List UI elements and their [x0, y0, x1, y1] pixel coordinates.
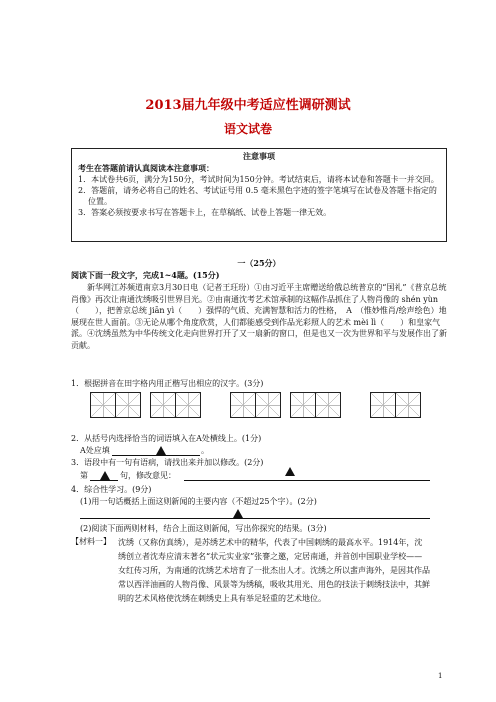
grid-cell[interactable]: [255, 392, 281, 418]
answer-marker-icon: [100, 471, 110, 480]
q3-sentence-line[interactable]: [90, 480, 118, 481]
notice-item: 3．答案必须按要求书写在答题卡上，在草稿纸、试卷上答题一律无效。: [78, 208, 332, 217]
question-4-1: (1)用一句话概括上面这则新闻的主要内容（不超过25个字）。(2分): [80, 497, 317, 506]
q2-answer-label: A处应填: [80, 446, 110, 455]
grid-cell[interactable]: [90, 392, 116, 418]
grid-cell[interactable]: [290, 392, 316, 418]
section-heading: 一（25分）: [237, 258, 281, 268]
q3-answer-line[interactable]: [184, 480, 430, 481]
grid-cell[interactable]: [175, 392, 201, 418]
q4-1-answer-line[interactable]: [80, 518, 430, 519]
exam-title: 2013届九年级中考适应性调研测试: [145, 98, 351, 113]
q2-answer-line[interactable]: [112, 455, 200, 456]
question-4-2: (2)阅读下面两则材料，结合上面这则新闻，写出你探究的结果。(3分): [80, 524, 327, 533]
notice-heading: 注意事项: [243, 151, 275, 161]
q3-label-a: 第: [80, 471, 88, 480]
q3-label-b: 句，修改意见：: [120, 471, 176, 480]
answer-marker-icon: [156, 446, 166, 455]
q2-answer-end: 。: [201, 446, 209, 455]
notice-item: 1．本试卷共6页，满分为150分，考试时间为150分钟。考试结束后，请将本试卷和答题卡一并交回。: [78, 175, 439, 184]
material-1-text: 沈绣（又称仿真绣），是苏绣艺术中的精华，代表了中国刺绣的最高水平。1914年，沈绣创立者沈寿应清末著名“状元实业家”张謇之邀，定居南通，并首创中国职业学校——女红传习所，为南通的沈绣艺术培育了一批杰出人才。沈绣之所以蜚声海外，是因其作品常以西洋油画的人物肖像、风景等为绣稿，吸收其用光、用色的技法于刺绣技法中，其鲜明的艺术风格使沈绣在刺绣史上具有举足轻重的艺术地位。: [118, 538, 430, 603]
answer-grid: [90, 392, 430, 418]
grid-cell[interactable]: [315, 392, 341, 418]
passage-text: 新华网江苏频道南京3月30日电（记者王玨玢）①由习近平主席赠送给俄总统普京的“国礼”《普京总统肖像》再次让南通沈绣吸引世界目光。②由南通沈考艺术馆承制的这幅作品抓住了人物肖像的 shén yùn（ ），把普京总统 jiān yì（ ）强悍的气质、充满智慧和活力的性格， A （惟妙惟肖/绘声绘色）地展现在世人面前。③无论从哪个角度欣赏，人们都能感受到作品光彩照人的艺术 mèi lì（ ）和皇家气派。④沈绣虽然为中华传统文化走向世界打开了又一扇新的窗口，但是也又一次为世界和平与发展作出了新贡献。: [71, 283, 447, 350]
grid-cell[interactable]: [230, 392, 256, 418]
material-label: 【材料一】: [71, 537, 111, 546]
answer-marker-icon: [285, 467, 295, 476]
question-3: 3．语段中有一句有语病，请找出来并加以修改。(2分): [71, 458, 264, 467]
grid-cell[interactable]: [370, 392, 396, 418]
grid-cell[interactable]: [395, 392, 421, 418]
page-number: 1: [438, 672, 443, 680]
notice-item: 2．答题前，请务必将自己的姓名、考试证号用 0.5 毫米黑色字迹的签字笔填写在试卷及答题卡指定的位置。: [78, 186, 437, 206]
answer-marker-icon: [233, 509, 243, 518]
notice-box: [71, 148, 447, 242]
notice-prompt: 考生在答题前请认真阅读本注意事项：: [78, 163, 214, 173]
question-2: 2．从括号内选择恰当的词语填入在A处横线上。(1分): [71, 434, 262, 443]
question-1: 1．根据拼音在田字格内用正楷写出相应的汉字。(3分): [71, 379, 264, 388]
section-instruction: 阅读下面一段文字，完成1~4题。(15分): [71, 270, 220, 280]
exam-subtitle: 语文试卷: [223, 122, 272, 136]
grid-cell[interactable]: [115, 392, 141, 418]
question-4: 4．综合性学习。(9分): [71, 485, 152, 494]
grid-cell[interactable]: [150, 392, 176, 418]
